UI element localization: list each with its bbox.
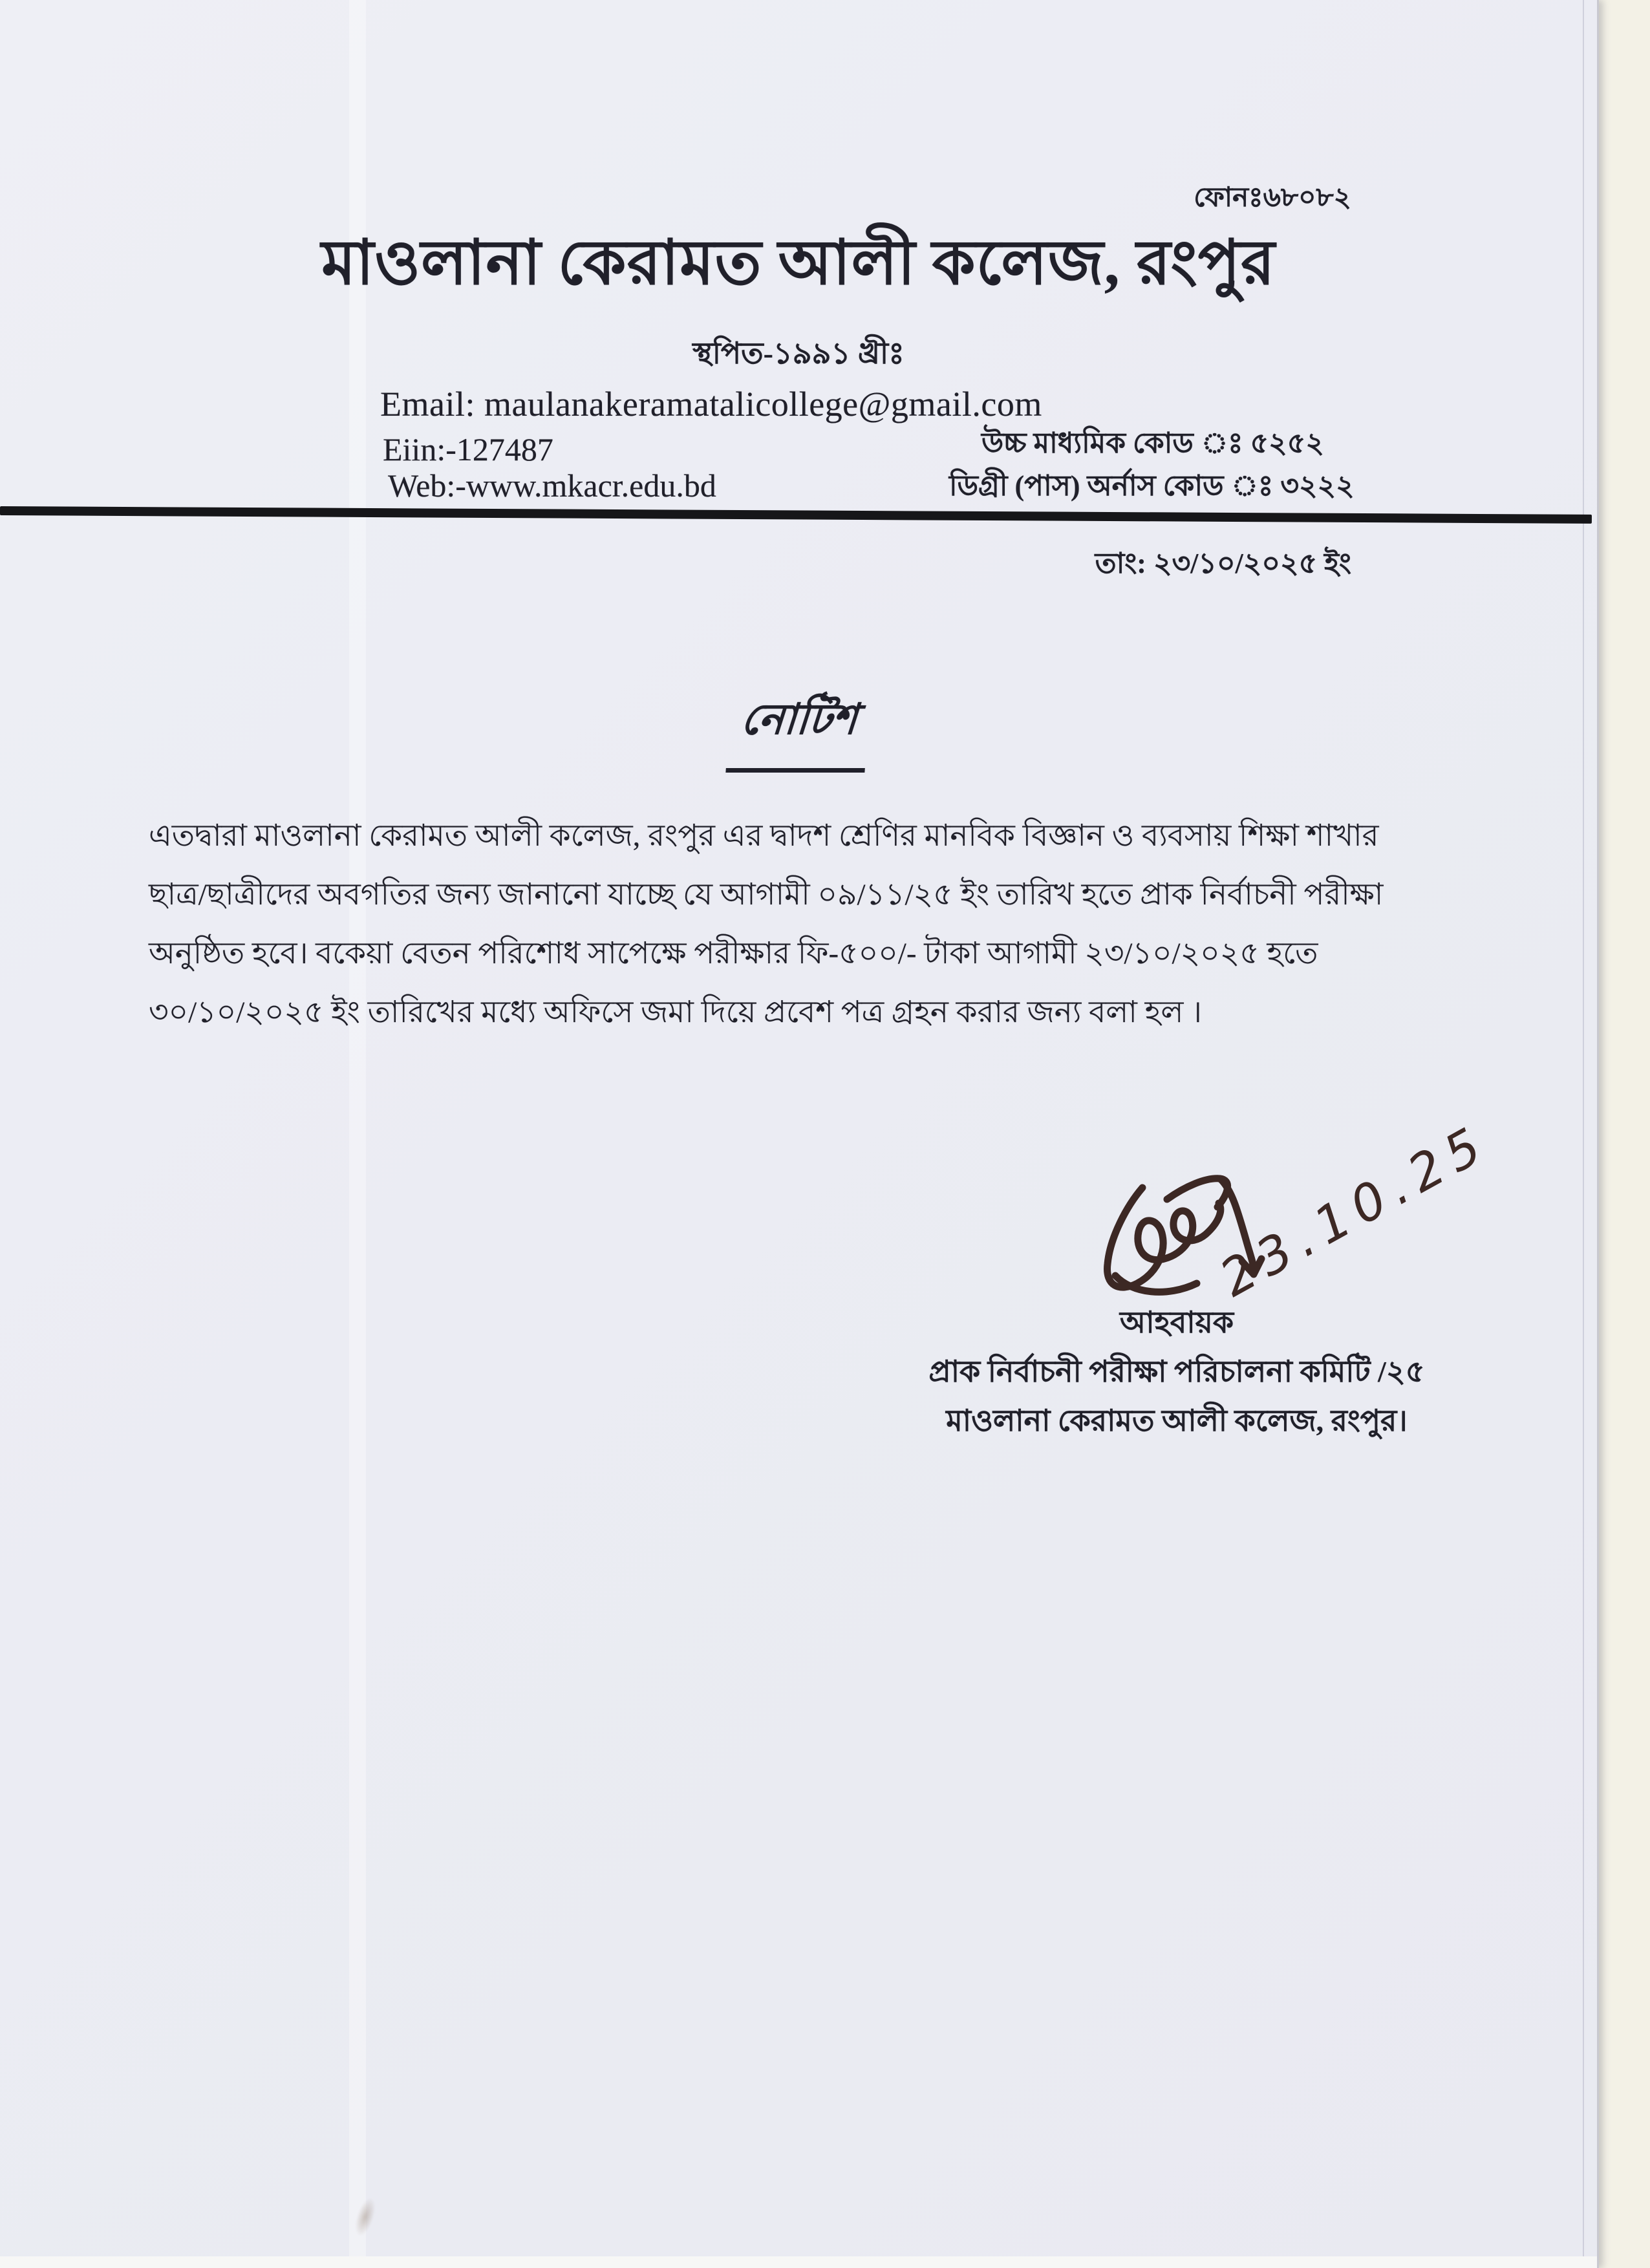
email-line [380, 384, 1042, 424]
paper-bottom-edge [0, 2256, 1597, 2268]
notice-body [149, 807, 1513, 1042]
signature-area [1070, 1070, 1497, 1322]
email-label: Email: [380, 385, 475, 423]
phone-number: ফোনঃ৬৮০৮২ [1194, 183, 1351, 213]
notice-body-line: ৩০/১০/২০২৫ ইং তারিখের মধ্যে অফিসে জমা দিয়ে প্রবেশ পত্র গ্রহন করার জন্য বলা হল । [149, 996, 1202, 1029]
handwritten-signature-icon [1070, 1070, 1497, 1322]
signatory-committee: প্রাক নির্বাচনী পরীক্ষা পরিচালনা কমিটি /২৫ [928, 1355, 1425, 1388]
notice-body-line: ছাত্র/ছাত্রীদের অবগতির জন্য জানানো যাচ্ছে যে আগামী ০৯/১১/২৫ ইং তারিখ হতে প্রাক নির্বাচনী পরীক্ষা [149, 878, 1384, 912]
notice-title-wrap [0, 687, 1597, 773]
notice-title: নোটিশ [726, 687, 872, 773]
higher-secondary-code: উচ্চ মাধ্যমিক কোড ঃ ৫২৫২ [981, 427, 1324, 459]
signatory-designation: আহবায়ক [1119, 1306, 1234, 1339]
established-year: স্থপিত-১৯৯১ খ্রীঃ [692, 337, 905, 370]
signatory-block [853, 1298, 1500, 1446]
signatory-college: মাওলানা কেরামত আলী কলেজ, রংপুর। [946, 1404, 1408, 1437]
notice-body-line: এতদ্বারা মাওলানা কেরামত আলী কলেজ, রংপুর এর দ্বাদশ শ্রেণির মানবিক বিজ্ঞান ও ব্যবসায় শিক্ষা শাখার [149, 819, 1379, 853]
email-address: maulanakeramatalicollege@gmail.com [484, 385, 1042, 423]
degree-pass-honours-code: ডিগ্রী (পাস) অর্নাস কোড ঃ ৩২২২ [949, 470, 1355, 502]
college-name-title: মাওলানা কেরামত আলী কলেজ, রংপুর [321, 228, 1276, 297]
notice-body-line: অনুষ্ঠিত হবে। বকেয়া বেতন পরিশোধ সাপেক্ষে পরীক্ষার ফি-৫০০/- টাকা আগামী ২৩/১০/২০২৫ হতে [149, 937, 1318, 970]
website-address: Web:-www.mkacr.edu.bd [388, 467, 716, 504]
notice-date: তাং: ২৩/১০/২০২৫ ইং [1095, 548, 1351, 579]
handwritten-date: 23.10.25 [1210, 1113, 1497, 1309]
eiin-number: Eiin:-127487 [383, 431, 553, 467]
